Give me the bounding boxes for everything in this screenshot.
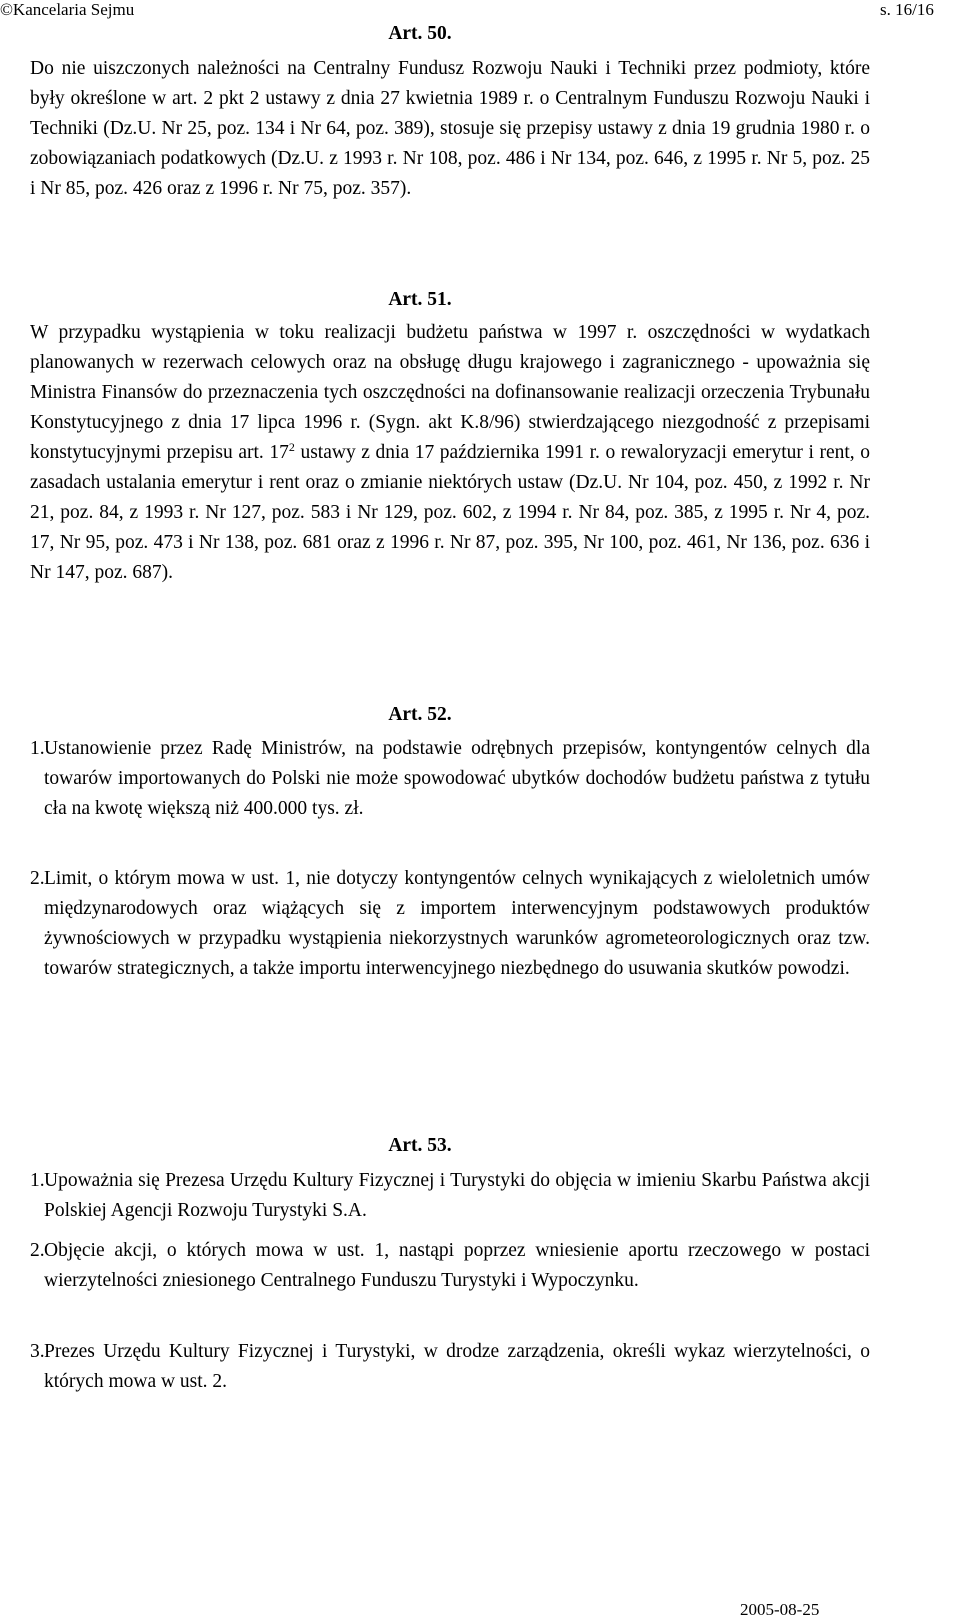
item-number: 2. (30, 1240, 45, 1261)
article-52-item-2 (30, 864, 870, 984)
item-text: Upoważnia się Prezesa Urzędu Kultury Fizycznej i Turystyki do objęcia w imieniu Skarbu Państwa akcji Polskiej Agencji Rozwoju Turystyki S.A. (44, 1170, 870, 1221)
article-51-text-part2: ustawy z dnia 17 października 1991 r. o rewaloryzacji emerytur i rent, o zasadach ustalania emerytur i rent oraz o zmianie niektórych ustaw (Dz.U. Nr 104, poz. 450, z 1992 r. Nr 21, poz. 84, z 1993 r. Nr 127, poz. 583 i Nr 129, poz. 602, z 1994 r. Nr 84, poz. 385, z 1995 r. Nr 4, poz. 17, Nr 95, poz. 473 i Nr 138, poz. 681 oraz z 1996 r. Nr 87, poz. 395, Nr 100, poz. 461, Nr 136, poz. 636 i Nr 147, poz. 687). (30, 442, 870, 583)
article-52-title: Art. 52. (388, 704, 452, 725)
article-51-text (30, 318, 870, 588)
item-text: Limit, o którym mowa w ust. 1, nie dotyczy kontyngentów celnych wynikających z wieloletnich umów międzynarodowych oraz wiążących się z importem interwencyjnym podstawowych produktów żywnościowych w przypadku wystąpienia niekorzystnych warunków agrometeorologicznych oraz tzw. towarów strategicznych, a także importu interwencyjnego niezbędnego do usuwania skutków powodzi. (44, 868, 870, 979)
header-source: ©Kancelaria Sejmu (0, 0, 135, 19)
article-53-item-1 (30, 1166, 870, 1226)
item-number: 3. (30, 1341, 45, 1362)
item-number: 2. (30, 868, 45, 889)
article-52-item-1 (30, 734, 870, 824)
item-number: 1. (30, 738, 45, 759)
item-text: Objęcie akcji, o których mowa w ust. 1, nastąpi poprzez wniesienie aportu rzeczowego w postaci wierzytelności zniesionego Centralnego Funduszu Turystyki i Wypoczynku. (44, 1240, 870, 1291)
article-51-superscript: 2 (288, 440, 295, 454)
article-53-item-3 (30, 1337, 870, 1397)
header-page-number: s. 16/16 (880, 0, 934, 19)
article-53-item-2 (30, 1236, 870, 1296)
item-text: Prezes Urzędu Kultury Fizycznej i Turystyki, w drodze zarządzenia, określi wykaz wierzytelności, o których mowa w ust. 2. (44, 1341, 870, 1392)
article-51-text-part1: W przypadku wystąpienia w toku realizacji budżetu państwa w 1997 r. oszczędności w wydatkach planowanych w rezerwach celowych oraz na obsługę długu krajowego i zagranicznego - upoważnia się Ministra Finansów do przeznaczenia tych oszczędności na dofinansowanie realizacji orzeczenia Trybunału Konstytucyjnego z dnia 17 lipca 1996 r. (Sygn. akt K.8/96) stwierdzającego niezgodność z przepisami konstytucyjnymi przepisu art. 17 (30, 322, 870, 463)
article-53-title: Art. 53. (388, 1135, 452, 1156)
article-51-title: Art. 51. (388, 289, 452, 310)
article-50-title: Art. 50. (388, 23, 452, 44)
item-number: 1. (30, 1170, 45, 1191)
article-50-text: Do nie uiszczonych należności na Centralny Fundusz Rozwoju Nauki i Techniki przez podmioty, które były określone w art. 2 pkt 2 ustawy z dnia 27 kwietnia 1989 r. o Centralnym Funduszu Rozwoju Nauki i Techniki (Dz.U. Nr 25, poz. 134 i Nr 64, poz. 389), stosuje się przepisy ustawy z dnia 19 grudnia 1980 r. o zobowiązaniach podatkowych (Dz.U. z 1993 r. Nr 108, poz. 486 i Nr 134, poz. 646, z 1995 r. Nr 5, poz. 25 i Nr 85, poz. 426 oraz z 1996 r. Nr 75, poz. 357). (30, 58, 870, 199)
item-text: Ustanowienie przez Radę Ministrów, na podstawie odrębnych przepisów, kontyngentów celnych dla towarów importowanych do Polski nie może spowodować ubytków dochodów budżetu państwa z tytułu cła na kwotę większą niż 400.000 tys. zł. (44, 738, 870, 819)
footer-date: 2005-08-25 (740, 1600, 820, 1619)
